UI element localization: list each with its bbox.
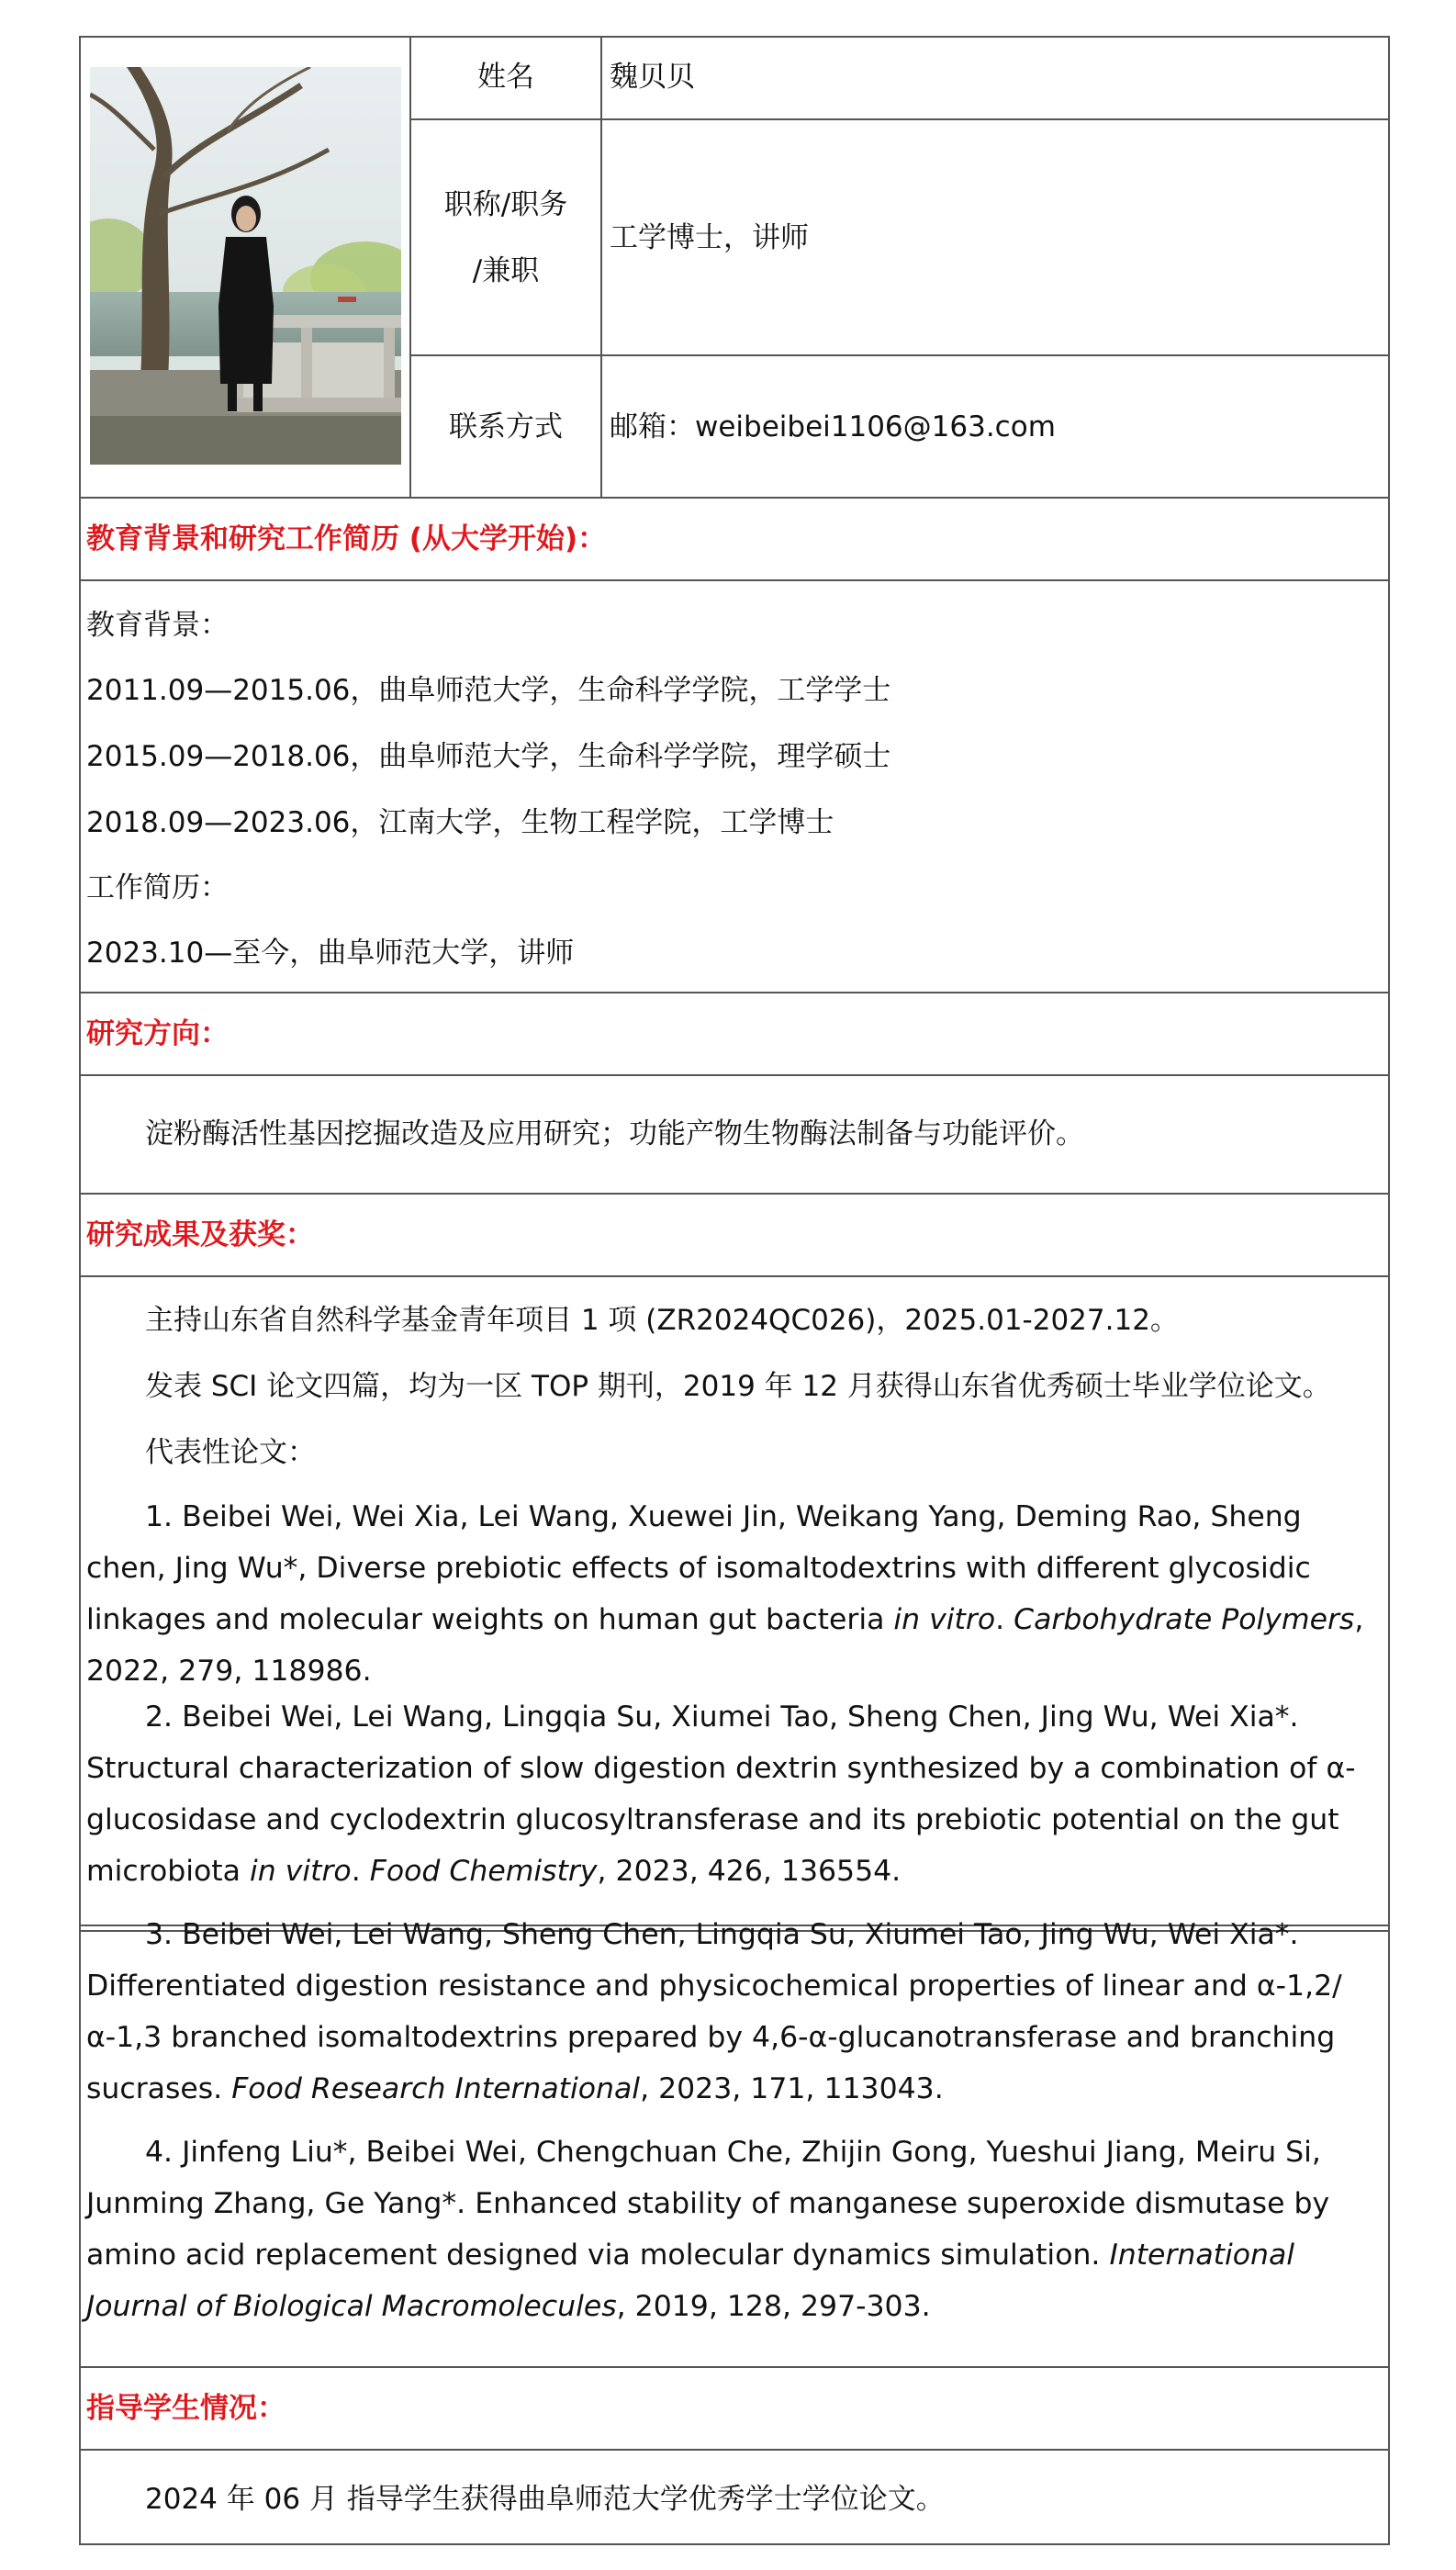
- row-divider: [409, 354, 1390, 356]
- paper-citation: , 2019, 128, 297-303.: [616, 2290, 931, 2323]
- paper-journal: Carbohydrate Polymers: [1014, 1603, 1355, 1636]
- column-divider-label: [600, 36, 602, 498]
- research-heading: 研究方向：: [86, 1017, 229, 1050]
- paper-citation: , 2023, 171, 113043.: [640, 2072, 944, 2105]
- row-divider: [79, 2366, 1390, 2368]
- education-item: 2015.09—2018.06，曲阜师范大学，生命科学学院，理学硕士: [86, 740, 891, 773]
- education-heading: 教育背景和研究工作简历 (从大学开始)：: [86, 522, 607, 556]
- paper-journal: International Journal of Biological Macromolecules: [86, 2239, 1295, 2323]
- paper-authors: 3. Beibei Wei, Lei Wang, Sheng Chen, Lingqia Su, Xiumei Tao, Jing Wu, Wei Xia*. Differentiated digestion resistance and physicochemical properties of linear and α-1,2/α-1,3 branched isomaltodextrins prepared by 4,6-α-glucanotransferase and branching sucrases.: [86, 1918, 1342, 2105]
- paper-authors: 2. Beibei Wei, Lei Wang, Lingqia Su, Xiumei Tao, Sheng Chen, Jing Wu, Wei Xia*. Structural characterization of slow digestion dextrin synthesized by a combination of α-glucosidase and cyclodextrin glucosyltransferase and its prebiotic potential on the gut microbiota: [86, 1700, 1356, 1888]
- title-value: 工学博士，讲师: [610, 221, 809, 254]
- row-divider: [79, 1074, 1390, 1076]
- row-divider: [79, 992, 1390, 993]
- achievements-heading: 研究成果及获奖：: [86, 1218, 314, 1251]
- paper-entry: [86, 1691, 1381, 1897]
- paper-journal: Food Chemistry: [369, 1855, 598, 1888]
- education-item: 2018.09—2023.06，江南大学，生物工程学院，工学博士: [86, 806, 834, 839]
- work-label: 工作简历：: [86, 871, 229, 904]
- paper-citation: , 2022, 279, 118986.: [86, 1603, 1364, 1688]
- row-divider: [79, 579, 1390, 581]
- work-item: 2023.10—至今，曲阜师范大学，讲师: [86, 937, 575, 970]
- paper-italic: in vitro: [893, 1603, 996, 1636]
- title-label-line1: 职称/职务: [443, 188, 568, 221]
- achievement-line: 代表性论文：: [145, 1436, 316, 1469]
- contact-value: 邮箱：weibeibei1106@163.com: [610, 410, 1056, 443]
- row-divider: [409, 118, 1390, 120]
- achievement-line: 主持山东省自然科学基金青年项目 1 项 (ZR2024QC026)，2025.01-2027.12。: [145, 1304, 1179, 1337]
- education-item: 2011.09—2015.06，曲阜师范大学，生命科学学院，工学学士: [86, 674, 891, 707]
- row-divider: [79, 497, 1390, 499]
- education-label: 教育背景：: [86, 609, 229, 642]
- paper-separator: .: [351, 1855, 370, 1888]
- paper-entry: [86, 1909, 1381, 2115]
- paper-citation: , 2023, 426, 136554.: [597, 1855, 902, 1888]
- row-divider: [79, 2449, 1390, 2451]
- row-divider: [79, 1193, 1390, 1195]
- row-divider: [79, 1275, 1390, 1277]
- paper-entry: [86, 1491, 1381, 1697]
- contact-label: 联系方式: [449, 410, 563, 443]
- students-text: 2024 年 06 月 指导学生获得曲阜师范大学优秀学士学位论文。: [145, 2483, 945, 2516]
- portrait-photo: [90, 67, 401, 465]
- paper-journal: Food Research International: [231, 2072, 641, 2105]
- title-label-line2: /兼职: [472, 254, 540, 287]
- name-label: 姓名: [477, 61, 534, 94]
- paper-authors: 4. Jinfeng Liu*, Beibei Wei, Chengchuan Che, Zhijin Gong, Yueshui Jiang, Meiru Si, Junming Zhang, Ge Yang*. Enhanced stability of manganese superoxide dismutase by amino acid replacement designed via molecular dynamics simulation.: [86, 2136, 1330, 2272]
- paper-entry: [86, 2127, 1381, 2332]
- name-value: 魏贝贝: [610, 61, 695, 94]
- paper-separator: .: [995, 1603, 1014, 1636]
- research-text: 淀粉酶活性基因挖掘改造及应用研究；功能产物生物酶法制备与功能评价。: [145, 1117, 1084, 1150]
- paper-authors: 1. Beibei Wei, Wei Xia, Lei Wang, Xuewei Jin, Weikang Yang, Deming Rao, Sheng chen, Jing Wu*, Diverse prebiotic effects of isomaltodextrins with different glycosidic linkages and molecular weights on human gut bacteria: [86, 1500, 1311, 1636]
- achievement-line: 发表 SCI 论文四篇，均为一区 TOP 期刊，2019 年 12 月获得山东省优秀硕士毕业学位论文。: [145, 1370, 1331, 1403]
- paper-italic: in vitro: [249, 1855, 352, 1888]
- students-heading: 指导学生情况：: [86, 2392, 286, 2425]
